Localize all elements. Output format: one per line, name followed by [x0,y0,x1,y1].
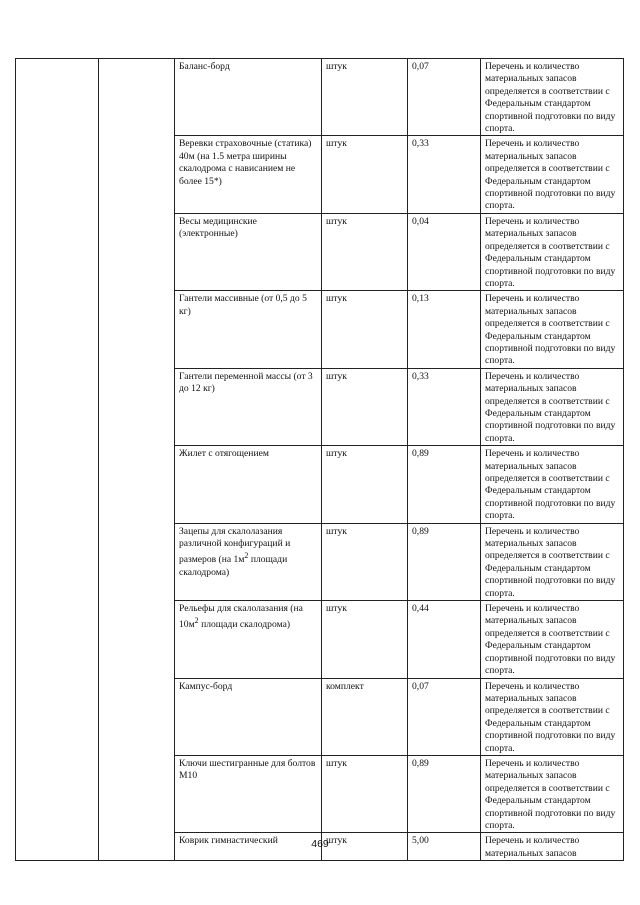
table-row [16,59,624,136]
item-note: Перечень и количество материальных запасов определяется в соответствии с Федеральным стандартом спортивной подготовки по виду спорта. [481,601,624,678]
item-name: Баланс-борд [175,59,322,136]
item-note: Перечень и количество материальных запасов определяется в соответствии с Федеральным стандартом спортивной подготовки по виду спорта. [481,59,624,136]
item-unit: штук [322,59,408,136]
item-note: Перечень и количество материальных запасов определяется в соответствии с Федеральным стандартом спортивной подготовки по виду спорта. [481,291,624,368]
item-name: Гантели переменной массы (от 3 до 12 кг) [175,368,322,445]
item-name [175,601,322,678]
item-quantity: 0,07 [408,678,481,755]
item-name: Весы медицинские (электронные) [175,213,322,290]
item-unit: комплект [322,678,408,755]
item-note: Перечень и количество материальных запасов определяется в соответствии с Федеральным стандартом спортивной подготовки по виду спорта. [481,446,624,523]
item-quantity: 0,07 [408,59,481,136]
item-name-text: Зацепы для скалолазания различной конфигураций и размеров (на 1м [179,525,291,566]
item-unit: штук [322,291,408,368]
item-quantity: 0,89 [408,446,481,523]
item-unit: штук [322,213,408,290]
superscript: 2 [194,616,199,626]
equipment-table [15,58,624,861]
item-unit: штук [322,136,408,213]
item-quantity: 0,33 [408,136,481,213]
item-quantity: 5,00 [408,833,481,861]
item-note: Перечень и количество материальных запасов определяется в соответствии с Федеральным стандартом спортивной подготовки по виду спорта. [481,136,624,213]
item-note: Перечень и количество материальных запасов определяется в соответствии с Федеральным стандартом спортивной подготовки по виду спорта. [481,213,624,290]
item-name-text: площади скалодрома) [198,619,291,631]
item-quantity: 0,04 [408,213,481,290]
item-unit: штук [322,368,408,445]
item-name: Жилет с отягощением [175,446,322,523]
item-name: Кампус-борд [175,678,322,755]
item-quantity: 0,44 [408,601,481,678]
item-name: Гантели массивные (от 0,5 до 5 кг) [175,291,322,368]
item-unit: штук [322,755,408,832]
blank-cell [99,59,175,861]
item-unit: штук [322,833,408,861]
item-quantity: 0,13 [408,291,481,368]
item-name: Ключи шестигранные для болтов М10 [175,755,322,832]
item-quantity: 0,89 [408,755,481,832]
item-name: Веревки страховочные (статика) 40м (на 1.5 метра ширины скалодрома с нависанием не более 15*) [175,136,322,213]
item-note: Перечень и количество материальных запасов определяется в соответствии с Федеральным стандартом спортивной подготовки по виду спорта. [481,678,624,755]
item-quantity: 0,89 [408,523,481,600]
item-note: Перечень и количество материальных запасов определяется в соответствии с Федеральным стандартом спортивной подготовки по виду спорта. [481,523,624,600]
item-unit: штук [322,523,408,600]
item-name-text: площади скалодрома) [179,554,288,579]
item-note: Перечень и количество материальных запасов определяется в соответствии с Федеральным стандартом спортивной подготовки по виду спорта. [481,755,624,832]
item-name: Коврик гимнастический [175,833,322,861]
superscript: 2 [244,551,249,561]
page-number: 469 [311,838,329,850]
item-unit: штук [322,446,408,523]
item-name [175,523,322,600]
item-unit: штук [322,601,408,678]
item-name-text: Рельефы для скалолазания (на 10м [179,603,303,631]
item-quantity: 0,33 [408,368,481,445]
blank-cell [16,59,99,861]
item-note: Перечень и количество материальных запасов [481,833,624,861]
item-note: Перечень и количество материальных запасов определяется в соответствии с Федеральным стандартом спортивной подготовки по виду спорта. [481,368,624,445]
